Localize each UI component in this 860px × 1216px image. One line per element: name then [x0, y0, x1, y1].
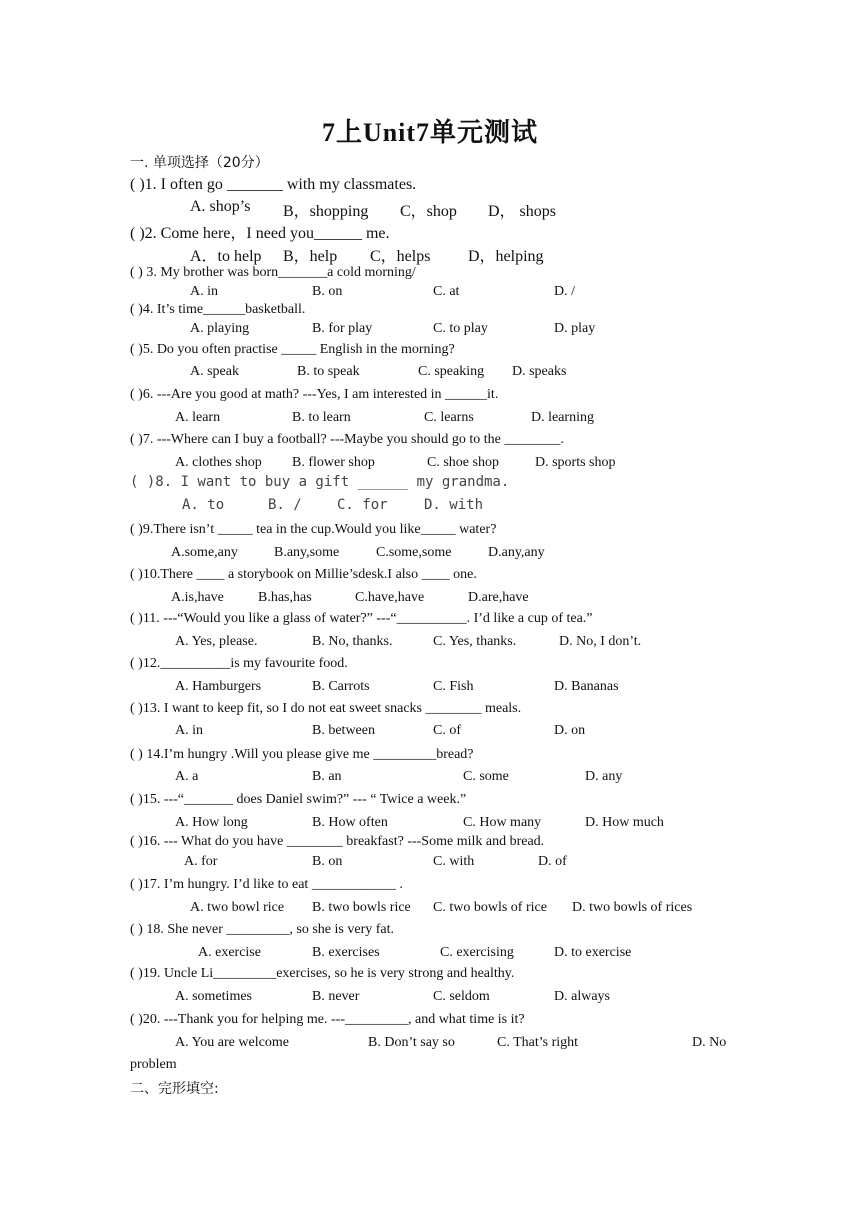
option-c: C. That’s right [497, 1035, 579, 1050]
section-heading-cloze: 二、完形填空: [130, 1081, 219, 1097]
option-d: D. play [554, 321, 596, 336]
option-d: D. Bananas [554, 679, 619, 694]
option-c: C. seldom [433, 989, 490, 1004]
question-18: ( ) 18. She never _________, so she is very fat. [130, 922, 395, 937]
section-heading-single-choice: 一. 单项选择（20分） [130, 155, 269, 171]
option-b: B. How often [312, 815, 388, 830]
option-d: D. always [554, 989, 610, 1004]
option-a: A. Yes, please. [175, 634, 258, 649]
question-4: ( )4. It’s time______basketball. [130, 302, 306, 317]
option-a: A.some,any [171, 545, 238, 560]
option-b: B. two bowls rice [312, 900, 411, 915]
option-c: C. some [463, 769, 509, 784]
option-d: D， shops [488, 203, 557, 220]
option-c: C. Fish [433, 679, 474, 694]
option-a: A.is,have [171, 590, 224, 605]
option-c: C.some,some [376, 545, 452, 560]
option-d: D. / [554, 284, 575, 299]
question-3: ( ) 3. My brother was born_______a cold morning/ [130, 265, 416, 280]
option-d: D. on [554, 723, 586, 738]
option-b: B. Carrots [312, 679, 370, 694]
question-12: ( )12.__________is my favourite food. [130, 656, 348, 671]
question-6: ( )6. ---Are you good at math? ---Yes, I am interested in ______it. [130, 387, 499, 402]
option-d: D. to exercise [554, 945, 632, 960]
option-d: D. speaks [512, 364, 567, 379]
option-b: B. never [312, 989, 360, 1004]
option-a: A．to help [190, 248, 262, 265]
question-14: ( ) 14.I’m hungry .Will you please give me _________bread? [130, 747, 474, 762]
option-b: B. flower shop [292, 455, 375, 470]
option-a: A. to [182, 497, 225, 513]
option-b: B. an [312, 769, 342, 784]
option-b: B. No, thanks. [312, 634, 393, 649]
option-c: C. of [433, 723, 461, 738]
option-b: B. to learn [292, 410, 351, 425]
option-d: D.any,any [488, 545, 545, 560]
option-c: C. two bowls of rice [433, 900, 547, 915]
option-a: A. You are welcome [175, 1035, 289, 1050]
question-5: ( )5. Do you often practise _____ English in the morning? [130, 342, 455, 357]
option-b: B.any,some [274, 545, 340, 560]
option-d-wrap-text: problem [130, 1057, 177, 1072]
option-c: C. shoe shop [427, 455, 499, 470]
option-c: C，shop [400, 203, 457, 220]
question-7: ( )7. ---Where can I buy a football? ---Maybe you should go to the ________. [130, 432, 564, 447]
option-a: A. shop’s [190, 198, 251, 215]
option-a: A. speak [190, 364, 239, 379]
option-d: D. learning [531, 410, 594, 425]
option-d: D. with [424, 497, 484, 513]
option-c: C. How many [463, 815, 542, 830]
option-b: B，shopping [283, 203, 369, 220]
option-b: B. on [312, 854, 343, 869]
option-d: D. any [585, 769, 623, 784]
option-a: A. playing [190, 321, 250, 336]
page-title: 7上Unit7单元测试 [321, 118, 539, 147]
question-9: ( )9.There isn’t _____ tea in the cup.Would you like_____ water? [130, 522, 497, 537]
question-1: ( )1. I often go _______ with my classmates. [130, 176, 417, 193]
option-d: D. No [692, 1035, 727, 1050]
option-a: A. sometimes [175, 989, 252, 1004]
question-11: ( )11. ---“Would you like a glass of water?” ---“__________. I’d like a cup of tea.” [130, 611, 593, 626]
option-c: C. at [433, 284, 460, 299]
option-d: D. of [538, 854, 567, 869]
option-c: C. with [433, 854, 475, 869]
option-a: A. How long [175, 815, 248, 830]
question-16: ( )16. --- What do you have ________ breakfast? ---Some milk and bread. [130, 834, 545, 849]
option-c: C. exercising [440, 945, 514, 960]
option-d: D. sports shop [535, 455, 616, 470]
option-c: C. to play [433, 321, 488, 336]
option-b: B，help [283, 248, 338, 265]
question-13: ( )13. I want to keep fit, so I do not eat sweet snacks ________ meals. [130, 701, 522, 716]
option-b: B. between [312, 723, 375, 738]
question-2: ( )2. Come here，I need you______ me. [130, 225, 390, 242]
option-c: C. learns [424, 410, 474, 425]
option-d: D.are,have [468, 590, 529, 605]
option-a: A. for [184, 854, 218, 869]
option-b: B. exercises [312, 945, 380, 960]
option-a: A. a [175, 769, 199, 784]
option-c: C.have,have [355, 590, 425, 605]
option-d: D. No, I don’t. [559, 634, 642, 649]
option-a: A. clothes shop [175, 455, 262, 470]
option-b: B. to speak [297, 364, 360, 379]
option-a: A. two bowl rice [190, 900, 285, 915]
question-20: ( )20. ---Thank you for helping me. ---_________, and what time is it? [130, 1012, 525, 1027]
option-a: A. in [190, 284, 218, 299]
question-17: ( )17. I’m hungry. I’d like to eat ____________ . [130, 877, 403, 892]
option-a: A. in [175, 723, 203, 738]
option-c: C. Yes, thanks. [433, 634, 517, 649]
option-b: B. Don’t say so [368, 1035, 455, 1050]
option-a: A. exercise [198, 945, 261, 960]
question-19: ( )19. Uncle Li_________exercises, so he is very strong and healthy. [130, 966, 515, 981]
option-c: C，helps [370, 248, 431, 265]
question-10: ( )10.There ____ a storybook on Millie’sdesk.I also ____ one. [130, 567, 477, 582]
question-15: ( )15. ---“_______ does Daniel swim?” --- “ Twice a week.” [130, 792, 467, 807]
option-d: D. two bowls of rices [572, 900, 693, 915]
option-a: A. learn [175, 410, 221, 425]
question-8: ( )8. I want to buy a gift ______ my grandma. [130, 474, 510, 490]
option-b: B.has,has [258, 590, 312, 605]
option-b: B. / [268, 497, 302, 513]
option-d: D，helping [468, 248, 544, 265]
option-b: B. on [312, 284, 343, 299]
option-c: C. for [337, 497, 388, 513]
option-b: B. for play [312, 321, 373, 336]
option-c: C. speaking [418, 364, 485, 379]
option-a: A. Hamburgers [175, 679, 262, 694]
option-d: D. How much [585, 815, 664, 830]
